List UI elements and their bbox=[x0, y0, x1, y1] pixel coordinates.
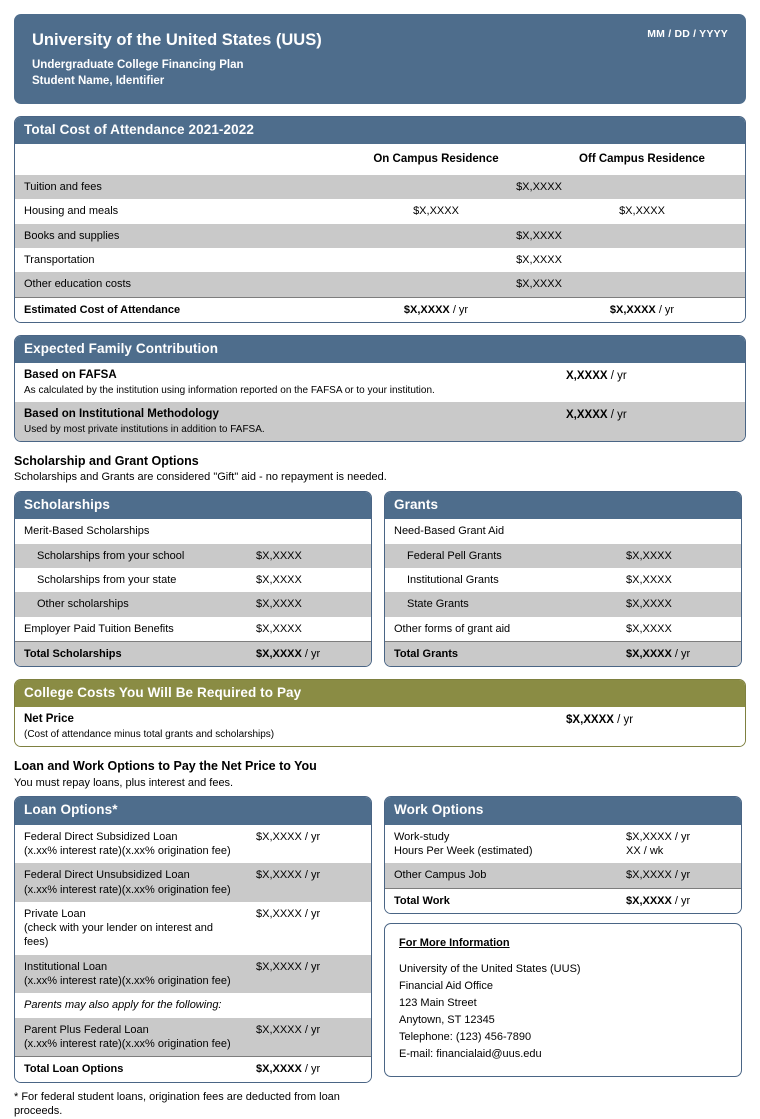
cost-of-attendance-panel bbox=[14, 116, 746, 323]
table-row bbox=[15, 863, 371, 902]
grant-row-value: $X,XXXX bbox=[617, 617, 741, 642]
loan-row-unit: / yr bbox=[304, 960, 321, 973]
loan-row-unit: / yr bbox=[304, 1023, 321, 1036]
table-row bbox=[15, 707, 745, 746]
expected-family-contribution-panel bbox=[14, 335, 746, 442]
grant-row-value: $X,XXXX bbox=[617, 544, 741, 568]
scholarship-row-value: $X,XXXX bbox=[247, 568, 371, 592]
table-row bbox=[385, 568, 741, 592]
loan-options-panel bbox=[14, 796, 372, 1082]
loan-row-terms: (x.xx% interest rate)(x.xx% origination fee) bbox=[24, 844, 231, 857]
coa-total-on bbox=[333, 297, 539, 322]
gift-aid-subheading: Scholarships and Grants are considered "Gift" aid - no repayment is needed. bbox=[14, 471, 387, 484]
loan-row-value: $X,XXXX bbox=[256, 830, 302, 843]
work-options-column bbox=[384, 796, 742, 1119]
work-total-unit: / yr bbox=[674, 894, 691, 907]
grants-title: Grants bbox=[385, 492, 741, 519]
loan-row-value-cell bbox=[247, 1018, 371, 1057]
scholarship-row-label: Other scholarships bbox=[15, 592, 247, 616]
gift-aid-heading: Scholarship and Grant Options bbox=[14, 454, 199, 469]
table-row bbox=[15, 902, 371, 955]
coa-row-value: $X,XXXX bbox=[333, 272, 745, 297]
table-row bbox=[15, 272, 745, 297]
loan-row-value-cell bbox=[247, 825, 371, 864]
table-row bbox=[15, 955, 371, 994]
loan-options-title: Loan Options* bbox=[15, 797, 371, 824]
table-row bbox=[15, 224, 745, 248]
loan-total-cell bbox=[247, 1057, 371, 1082]
loan-row-unit: / yr bbox=[304, 907, 321, 920]
loan-row-name: Institutional Loan bbox=[24, 960, 108, 973]
loan-row-label-cell bbox=[15, 955, 247, 994]
table-row bbox=[15, 1018, 371, 1057]
grant-row-label: Federal Pell Grants bbox=[385, 544, 617, 568]
plan-title: Undergraduate College Financing Plan bbox=[32, 58, 244, 71]
loan-parents-note: Parents may also apply for the following: bbox=[24, 999, 222, 1012]
coa-total-off-unit: / yr bbox=[658, 303, 675, 316]
loan-row-label-cell bbox=[15, 1018, 247, 1057]
grant-row-label: Other forms of grant aid bbox=[385, 617, 617, 642]
loan-row-terms: (x.xx% interest rate)(x.xx% origination fee) bbox=[24, 883, 231, 896]
efc-row-note: Used by most private institutions in addition to FAFSA. bbox=[24, 423, 265, 435]
efc-title: Expected Family Contribution bbox=[15, 336, 745, 363]
other-campus-job-value: $X,XXXX bbox=[626, 869, 672, 882]
loan-work-heading: Loan and Work Options to Pay the Net Price to You bbox=[14, 759, 317, 774]
work-study-value-cell bbox=[617, 825, 741, 864]
loan-options-table bbox=[15, 825, 371, 1082]
efc-fafsa-value-cell bbox=[557, 363, 745, 402]
scholarship-row-value bbox=[247, 519, 371, 543]
table-row bbox=[385, 825, 741, 864]
table-row bbox=[15, 592, 371, 616]
scholarship-row-value: $X,XXXX bbox=[247, 544, 371, 568]
coa-row-value-on: $X,XXXX bbox=[333, 199, 539, 223]
coa-row-label: Books and supplies bbox=[15, 224, 333, 248]
more-info-phone: Telephone: (123) 456-7890 bbox=[399, 1031, 532, 1044]
coa-row-value-off: $X,XXXX bbox=[539, 199, 745, 223]
scholarship-row-label: Merit-Based Scholarships bbox=[15, 519, 247, 543]
other-campus-job-label: Other Campus Job bbox=[385, 863, 617, 888]
loan-row-value-cell bbox=[247, 955, 371, 994]
scholarships-title: Scholarships bbox=[15, 492, 371, 519]
coa-total-on-unit: / yr bbox=[452, 303, 469, 316]
loan-row-unit: / yr bbox=[304, 830, 321, 843]
loan-total-value: $X,XXXX bbox=[256, 1063, 302, 1076]
table-row bbox=[15, 568, 371, 592]
scholarships-total-cell bbox=[247, 641, 371, 666]
net-price-unit: / yr bbox=[617, 714, 634, 727]
coa-total-off bbox=[539, 297, 745, 322]
net-price-value: $X,XXXX bbox=[566, 714, 614, 727]
more-info-line: Financial Aid Office bbox=[399, 979, 493, 992]
efc-row-unit: / yr bbox=[610, 409, 627, 422]
loan-row-unit: / yr bbox=[304, 869, 321, 882]
scholarships-total-unit: / yr bbox=[304, 647, 321, 660]
loan-row-name: Parent Plus Federal Loan bbox=[24, 1023, 149, 1036]
table-row bbox=[15, 519, 371, 543]
table-row bbox=[15, 544, 371, 568]
table-row bbox=[385, 617, 741, 642]
work-study-value: $X,XXXX / yr bbox=[626, 830, 691, 843]
table-row bbox=[15, 617, 371, 642]
work-total-label: Total Work bbox=[385, 888, 617, 913]
coa-row-value: $X,XXXX bbox=[333, 224, 745, 248]
grant-row-label: Institutional Grants bbox=[385, 568, 617, 592]
table-row bbox=[15, 825, 371, 864]
work-options-table bbox=[385, 825, 741, 913]
scholarships-total-value: $X,XXXX bbox=[256, 647, 302, 660]
scholarships-panel bbox=[14, 491, 372, 667]
grants-column bbox=[384, 491, 742, 667]
grant-row-value bbox=[617, 519, 741, 543]
coa-row-value: $X,XXXX bbox=[333, 175, 745, 199]
loan-row-terms: (check with your lender on interest and fees) bbox=[24, 922, 213, 949]
scholarships-column bbox=[14, 491, 372, 667]
grant-row-label: Need-Based Grant Aid bbox=[385, 519, 617, 543]
cost-of-attendance-title: Total Cost of Attendance 2021-2022 bbox=[15, 117, 745, 144]
loan-total-unit: / yr bbox=[304, 1063, 321, 1076]
loan-row-value: $X,XXXX bbox=[256, 907, 302, 920]
work-options-panel bbox=[384, 796, 742, 913]
scholarship-row-label: Scholarships from your school bbox=[15, 544, 247, 568]
efc-im-cell bbox=[15, 402, 557, 441]
table-row bbox=[15, 402, 745, 441]
efc-row-title: Based on FAFSA bbox=[24, 369, 117, 382]
work-study-label-cell bbox=[385, 825, 617, 864]
loan-row-label-cell bbox=[15, 825, 247, 864]
net-price-note: (Cost of attendance minus total grants and scholarships) bbox=[24, 728, 275, 740]
loan-row-name: Private Loan bbox=[24, 907, 86, 920]
net-price-panel bbox=[14, 679, 746, 747]
table-row bbox=[15, 175, 745, 199]
loan-row-terms: (x.xx% interest rate)(x.xx% origination fee) bbox=[24, 975, 231, 988]
scholarships-total-row bbox=[15, 641, 371, 666]
loan-row-name: Federal Direct Subsidized Loan bbox=[24, 830, 178, 843]
scholarship-row-value: $X,XXXX bbox=[247, 617, 371, 642]
loan-row-label-cell bbox=[15, 863, 247, 902]
efc-row-value: X,XXXX bbox=[566, 370, 608, 383]
net-price-label-cell bbox=[15, 707, 557, 746]
work-total-row bbox=[385, 888, 741, 913]
coa-total-on-value: $X,XXXX bbox=[403, 303, 450, 316]
grant-row-value: $X,XXXX bbox=[617, 568, 741, 592]
work-options-title: Work Options bbox=[385, 797, 741, 824]
net-price-table bbox=[15, 707, 745, 746]
coa-row-label: Tuition and fees bbox=[15, 175, 333, 199]
efc-fafsa-cell bbox=[15, 363, 557, 402]
table-row bbox=[385, 519, 741, 543]
grants-panel bbox=[384, 491, 742, 667]
other-campus-job-unit: / yr bbox=[674, 869, 691, 882]
net-price-value-cell bbox=[557, 707, 745, 746]
more-info-line: Anytown, ST 12345 bbox=[399, 1014, 495, 1027]
grants-table bbox=[385, 519, 741, 666]
loan-row-value-cell bbox=[247, 863, 371, 902]
grants-total-value: $X,XXXX bbox=[626, 647, 672, 660]
coa-off-campus-header: Off Campus Residence bbox=[539, 144, 745, 175]
grants-total-unit: / yr bbox=[674, 647, 691, 660]
more-info-line: University of the United States (UUS) bbox=[399, 962, 581, 975]
document-date: MM / DD / YYYY bbox=[647, 28, 728, 40]
loan-work-subheading: You must repay loans, plus interest and fees. bbox=[14, 776, 234, 789]
efc-row-unit: / yr bbox=[610, 370, 627, 383]
cost-of-attendance-table bbox=[15, 144, 745, 322]
table-row bbox=[385, 592, 741, 616]
grants-total-row bbox=[385, 641, 741, 666]
coa-total-row bbox=[15, 297, 745, 322]
coa-row-label: Other education costs bbox=[15, 272, 333, 297]
scholarship-row-value: $X,XXXX bbox=[247, 592, 371, 616]
work-total-cell bbox=[617, 888, 741, 913]
table-row bbox=[15, 248, 745, 272]
table-row bbox=[15, 363, 745, 402]
efc-row-note: As calculated by the institution using information reported on the FAFSA or to your institution. bbox=[24, 384, 435, 396]
institution-name: University of the United States (UUS) bbox=[32, 31, 322, 49]
efc-table bbox=[15, 363, 745, 441]
grant-row-value: $X,XXXX bbox=[617, 592, 741, 616]
loan-footnote: * For federal student loans, origination fees are deducted from loan proceeds. bbox=[14, 1090, 340, 1118]
coa-total-off-value: $X,XXXX bbox=[609, 303, 656, 316]
loan-total-row bbox=[15, 1057, 371, 1082]
efc-im-value-cell bbox=[557, 402, 745, 441]
loan-row-value: $X,XXXX bbox=[256, 869, 302, 882]
more-information-title: For More Information bbox=[399, 936, 510, 949]
loan-row-label-cell bbox=[15, 902, 247, 955]
table-header-row bbox=[15, 144, 745, 175]
coa-blank-header bbox=[15, 144, 333, 175]
grants-total-label: Total Grants bbox=[385, 641, 617, 666]
coa-on-campus-header: On Campus Residence bbox=[333, 144, 539, 175]
scholarship-row-label: Employer Paid Tuition Benefits bbox=[15, 617, 247, 642]
loan-options-column bbox=[14, 796, 372, 1119]
loan-row-terms: (x.xx% interest rate)(x.xx% origination fee) bbox=[24, 1037, 231, 1050]
table-row bbox=[15, 199, 745, 223]
scholarships-total-label: Total Scholarships bbox=[15, 641, 247, 666]
scholarship-row-label: Scholarships from your state bbox=[15, 568, 247, 592]
document-header bbox=[14, 14, 746, 104]
work-study-label: Work-study bbox=[394, 830, 450, 843]
loan-row-name: Federal Direct Unsubsidized Loan bbox=[24, 869, 190, 882]
grant-row-label: State Grants bbox=[385, 592, 617, 616]
student-identifier: Student Name, Identifier bbox=[32, 75, 165, 88]
loan-work-columns bbox=[14, 796, 746, 1119]
grants-total-cell bbox=[617, 641, 741, 666]
work-hours-label: Hours Per Week (estimated) bbox=[394, 844, 533, 857]
efc-row-title: Based on Institutional Methodology bbox=[24, 408, 219, 421]
efc-row-value: X,XXXX bbox=[566, 409, 608, 422]
coa-row-label: Housing and meals bbox=[15, 199, 333, 223]
loan-row-value-cell bbox=[247, 902, 371, 955]
loan-row-value: $X,XXXX bbox=[256, 960, 302, 973]
work-total-value: $X,XXXX bbox=[626, 894, 672, 907]
more-info-line: 123 Main Street bbox=[399, 997, 477, 1009]
more-information-box bbox=[384, 923, 742, 1077]
coa-row-value: $X,XXXX bbox=[333, 248, 745, 272]
loan-row-value: $X,XXXX bbox=[256, 1023, 302, 1036]
coa-row-label: Transportation bbox=[15, 248, 333, 272]
table-row bbox=[385, 544, 741, 568]
loan-total-label: Total Loan Options bbox=[15, 1057, 247, 1082]
net-price-title: College Costs You Will Be Required to Pay bbox=[15, 680, 745, 707]
more-info-email: E-mail: financialaid@uus.edu bbox=[399, 1048, 542, 1061]
work-hours-value: XX / wk bbox=[626, 844, 664, 857]
scholarships-table bbox=[15, 519, 371, 666]
table-row bbox=[385, 863, 741, 888]
coa-total-label: Estimated Cost of Attendance bbox=[15, 297, 333, 322]
net-price-label: Net Price bbox=[24, 713, 74, 726]
gift-aid-columns bbox=[14, 491, 746, 667]
other-campus-job-value-cell bbox=[617, 863, 741, 888]
